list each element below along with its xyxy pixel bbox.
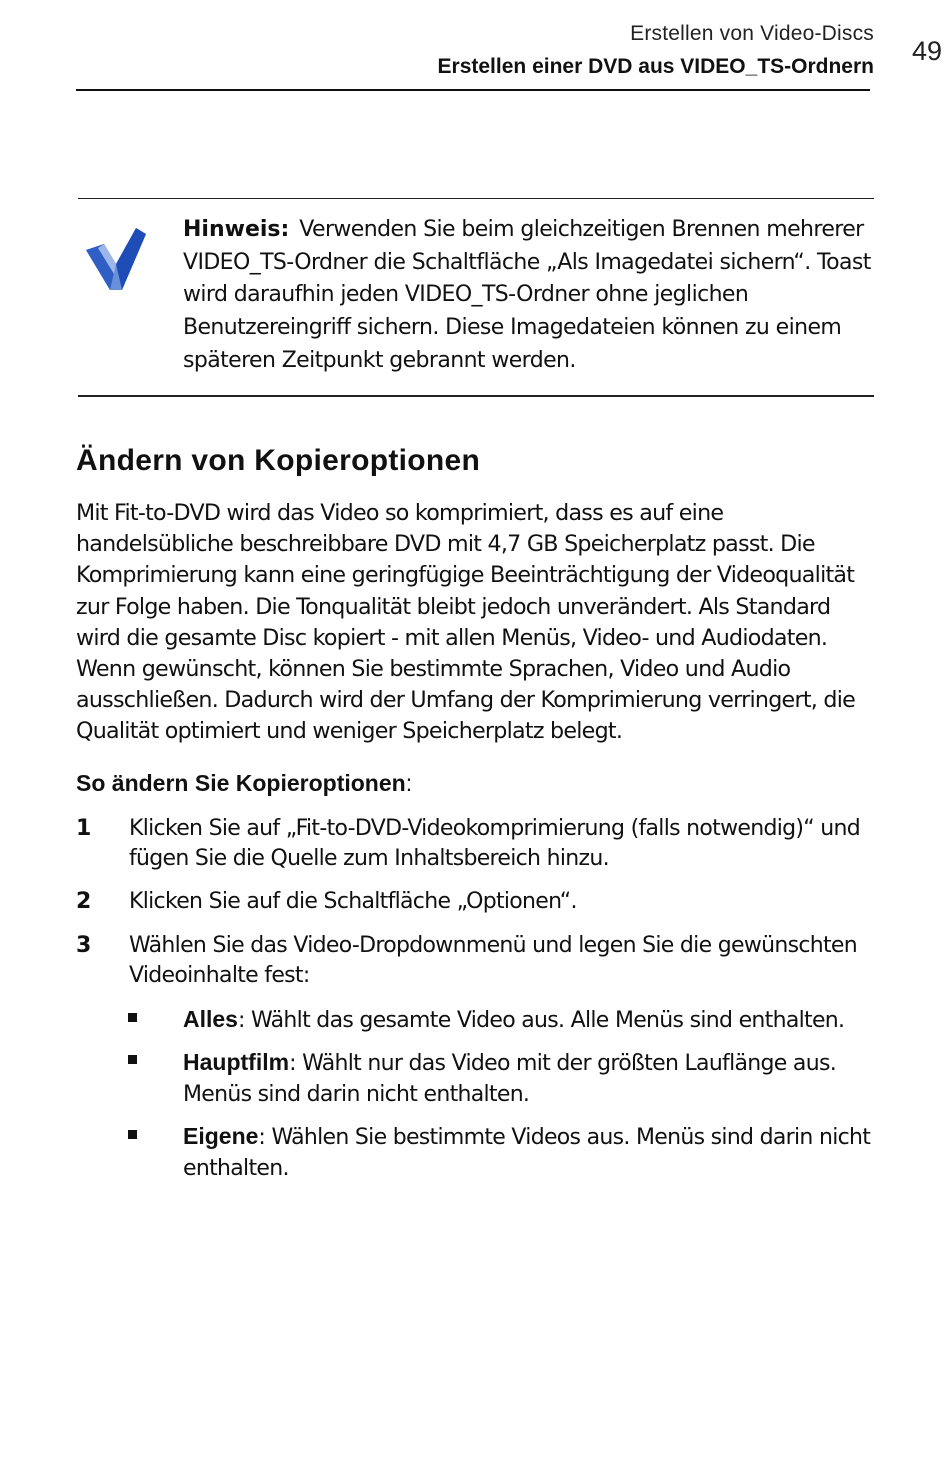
option-text: Wählt das gesamte Video aus. Alle Menüs sind enthalten. <box>251 1008 845 1033</box>
option-item <box>183 1004 883 1036</box>
step-text: Klicken Sie auf „Fit-to-DVD-Videokomprimierung (falls notwendig)“ und fügen Sie die Quelle zum Inhaltsbereich hinzu. <box>129 816 861 871</box>
procedure-heading-colon: : <box>405 770 413 796</box>
step-text: Klicken Sie auf die Schaltfläche „Optionen“. <box>129 889 577 914</box>
option-item <box>183 1047 883 1110</box>
note-text <box>183 214 873 378</box>
step-number: 2 <box>76 889 92 914</box>
procedure-heading-text: So ändern Sie Kopieroptionen <box>76 770 406 796</box>
note-divider-bottom <box>78 395 874 397</box>
bullet-icon <box>128 1055 137 1064</box>
option-term: Alles <box>183 1006 238 1032</box>
step-text: Wählen Sie das Video-Dropdownmenü und legen Sie die gewünschten Videoinhalte fest: <box>129 933 858 988</box>
option-text: Wählen Sie bestimmte Videos aus. Menüs sind darin nicht enthalten. <box>183 1125 871 1181</box>
note-divider-top <box>78 198 874 199</box>
running-header-chapter: Erstellen von Video-Discs <box>630 22 874 45</box>
section-heading: Ändern von Kopieroptionen <box>76 444 481 477</box>
option-term: Eigene <box>183 1123 259 1149</box>
option-text: Wählt nur das Video mit der größten Lauflänge aus. Menüs sind darin nicht enthalten. <box>183 1051 837 1107</box>
section-paragraph: Mit Fit-to-DVD wird das Video so komprimiert, dass es auf eine handelsübliche beschreibbare DVD mit 4,7 GB Speicherplatz passt. Die Komprimierung kann eine geringfügige Beeinträchtigung der Videoqualität zur Folge haben. Die Tonqualität bleibt jedoch unverändert. Als Standard wird die gesamte Disc kopiert - mit allen Menüs, Video- und Audiodaten. Wenn gewünscht, können Sie bestimmte Sprachen, Video und Audio ausschließen. Dadurch wird der Umfang der Komprimierung verringert, die Qualität optimiert und weniger Speicherplatz belegt. <box>76 500 856 745</box>
option-item <box>183 1121 883 1184</box>
page-number: 49 <box>912 36 943 66</box>
option-colon: : <box>289 1051 296 1076</box>
procedure-heading <box>76 770 412 797</box>
bullet-icon <box>128 1130 137 1139</box>
option-term: Hauptfilm <box>183 1049 290 1075</box>
note-label: Hinweis: <box>183 217 290 242</box>
step-number: 3 <box>76 933 92 958</box>
option-colon: : <box>237 1008 245 1033</box>
header-divider <box>76 89 870 91</box>
note-body: Verwenden Sie beim gleichzeitigen Brennen mehrerer VIDEO_TS-Ordner die Schaltfläche „Als Imagedatei sichern“. Toast wird daraufhin jeden VIDEO_TS-Ordner ohne jeglichen Benutzereingriff sichern. Diese Imagedateien können zu einem späteren Zeitpunkt gebrannt werden. <box>183 217 871 373</box>
checkmark-icon <box>84 224 148 296</box>
option-colon: : <box>258 1125 266 1150</box>
running-header-section: Erstellen einer DVD aus VIDEO_TS-Ordnern <box>437 55 874 78</box>
bullet-icon <box>128 1013 137 1022</box>
step-number: 1 <box>76 816 92 841</box>
